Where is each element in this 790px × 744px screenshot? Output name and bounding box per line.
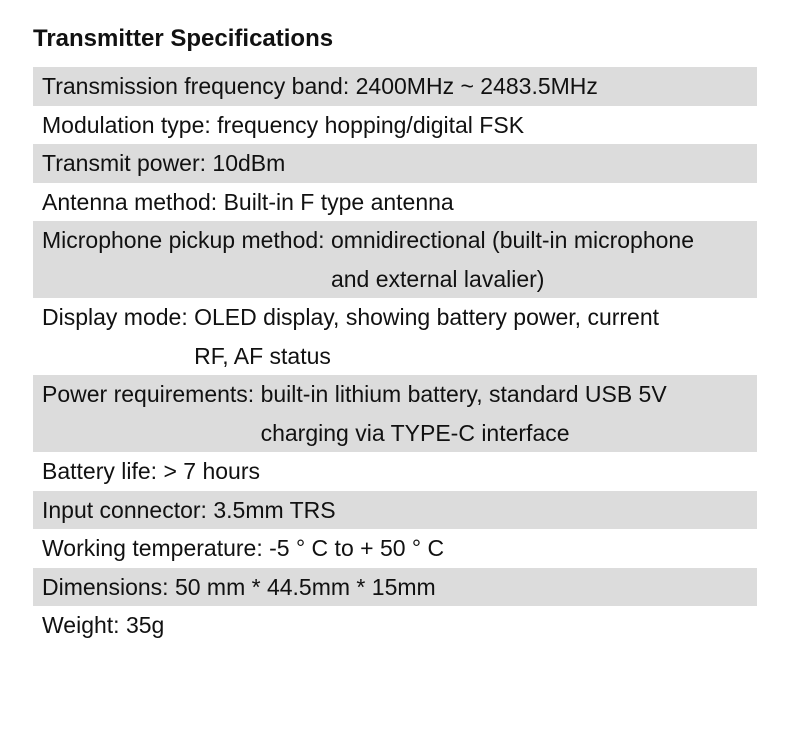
spec-label: Transmit power:	[42, 150, 207, 176]
spec-label: Transmission frequency band:	[42, 73, 350, 99]
spec-value: 10dBm	[212, 150, 286, 176]
spec-row-modulation-type	[33, 106, 757, 145]
spec-row-microphone-pickup	[33, 221, 757, 298]
spec-row-working-temperature	[33, 529, 757, 568]
spec-value-continued: charging via TYPE-C interface	[260, 419, 570, 446]
spec-value: built-in lithium battery, standard USB 5V	[260, 381, 667, 407]
spec-row-power-requirements	[33, 375, 757, 452]
spec-value-continued: and external lavalier)	[330, 265, 545, 292]
spec-row-battery-life	[33, 452, 757, 491]
spec-label: Modulation type:	[42, 111, 211, 138]
spec-value: frequency hopping/digital FSK	[217, 111, 525, 138]
spec-table	[33, 67, 757, 645]
spec-value: 50 mm * 44.5mm * 15mm	[174, 573, 436, 600]
spec-label: Microphone pickup method:	[42, 227, 325, 253]
spec-row-input-connector	[33, 491, 757, 530]
spec-value: OLED display, showing battery power, current	[194, 304, 660, 330]
spec-label: Antenna method:	[42, 188, 218, 215]
spec-value: -5 ° C to + 50 ° C	[269, 535, 445, 561]
spec-row-display-mode	[33, 298, 757, 375]
spec-label: Working temperature:	[42, 535, 263, 561]
spec-value: omnidirectional (built-in microphone	[330, 227, 695, 253]
spec-label: Battery life:	[42, 458, 158, 484]
spec-row-antenna-method	[33, 183, 757, 222]
spec-value: 3.5mm TRS	[213, 496, 336, 523]
spec-label: Dimensions:	[42, 573, 169, 600]
page-title: Transmitter Specifications	[33, 25, 334, 52]
spec-value: Built-in F type antenna	[223, 188, 454, 215]
spec-label: Power requirements:	[42, 381, 255, 407]
spec-label: Display mode:	[42, 304, 188, 330]
spec-row-dimensions	[33, 568, 757, 607]
spec-label: Weight:	[42, 612, 120, 638]
spec-row-frequency-band	[33, 67, 757, 106]
spec-row-transmit-power	[33, 144, 757, 183]
spec-value: > 7 hours	[163, 458, 260, 484]
spec-value-continued: RF, AF status	[194, 342, 331, 369]
spec-label: Input connector:	[42, 496, 207, 523]
spec-value: 35g	[125, 612, 165, 638]
spec-value: 2400MHz ~ 2483.5MHz	[355, 73, 598, 99]
spec-row-weight	[33, 606, 757, 645]
